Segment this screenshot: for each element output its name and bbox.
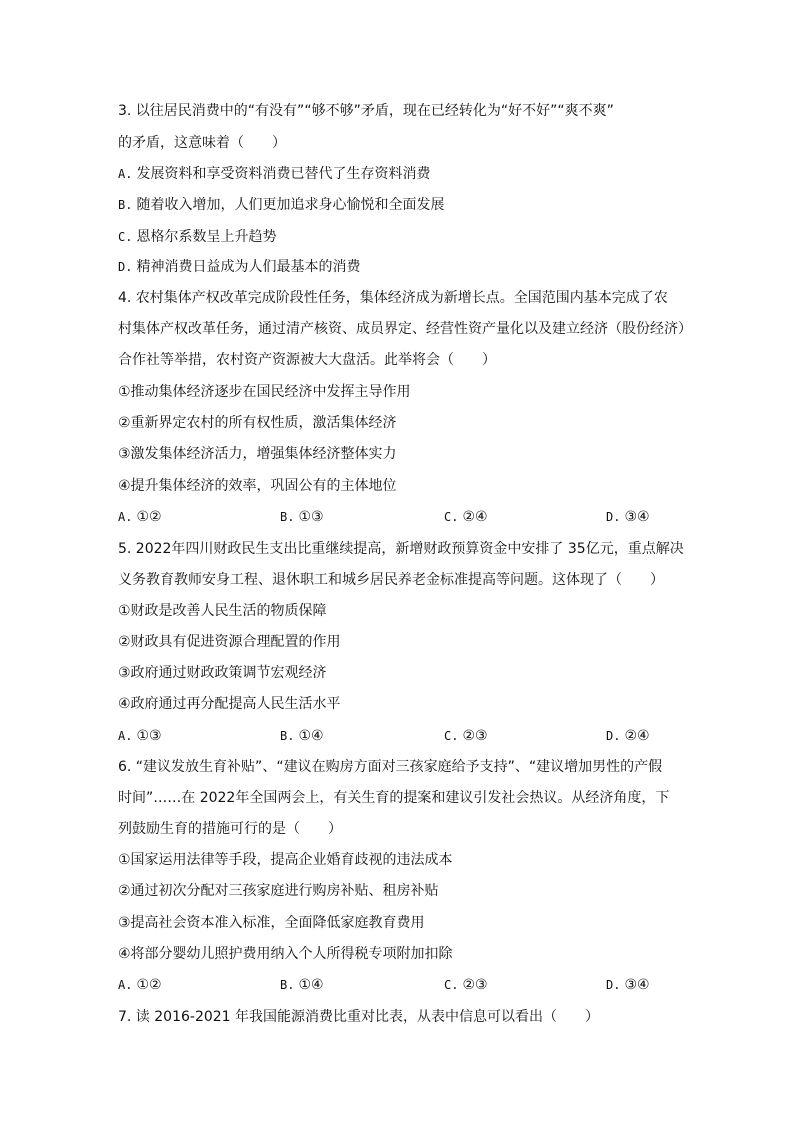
q3-option-c <box>118 227 678 247</box>
q4-stem-line-3: 合作社等举措，农村资产资源被大大盘活。此举将会（ ） <box>118 352 496 368</box>
choice-letter: B. <box>280 978 295 992</box>
option-letter: D. <box>118 260 133 274</box>
option-letter: C. <box>118 230 133 244</box>
q4-stem-line-2: 村集体产权改革任务，通过清产核资、成员界定、经营性资产量化以及建立经济（股份经济） <box>118 321 692 337</box>
q5-statement-4: ④政府通过再分配提高人民生活水平 <box>118 696 341 712</box>
choice-letter: D. <box>606 729 621 743</box>
choice-text: ①② <box>136 977 162 993</box>
q6-stem-line-3: 列鼓励生育的措施可行的是（ ） <box>118 821 342 837</box>
q6-statement-1: ①国家运用法律等手段，提高企业婚育歧视的违法成本 <box>118 852 453 868</box>
q7-stem-line-1: 7. 读 2016-2021 年我国能源消费比重对比表，从表中信息可以看出（ ） <box>118 1009 600 1025</box>
choice-letter: A. <box>118 978 133 992</box>
q5-choices <box>118 726 678 746</box>
q5-choice-c <box>444 726 488 746</box>
q4-choice-d <box>606 507 650 527</box>
q4-statement-4: ④提升集体经济的效率，巩固公有的主体地位 <box>118 478 397 494</box>
q5-statement-2: ②财政具有促进资源合理配置的作用 <box>118 634 341 650</box>
q5-stem-line-1: 5. 2022年四川财政民生支出比重继续提高，新增财政预算资金中安排了 35亿元，重点解决 <box>118 541 684 557</box>
q3-option-b <box>118 195 678 215</box>
q5-choice-d <box>606 726 650 746</box>
choice-letter: D. <box>606 510 621 524</box>
q4-choice-b <box>280 507 324 527</box>
q6-choices <box>118 975 678 995</box>
q3-stem-line-2: 的矛盾，这意味着（ ） <box>118 135 286 151</box>
choice-letter: D. <box>606 978 621 992</box>
option-letter: B. <box>118 198 133 212</box>
q6-stem-line-2: 时间”……在 2022年全国两会上，有关生育的提案和建议引发社会热议。从经济角度，下 <box>118 790 670 806</box>
choice-letter: A. <box>118 729 133 743</box>
choice-text: ②③ <box>462 728 488 744</box>
choice-text: ①③ <box>136 728 162 744</box>
option-text: 发展资料和享受资料消费已替代了生存资料消费 <box>136 166 431 182</box>
option-text: 随着收入增加，人们更加追求身心愉悦和全面发展 <box>136 197 445 213</box>
q4-statement-1: ①推动集体经济逐步在国民经济中发挥主导作用 <box>118 384 411 400</box>
choice-text: ①③ <box>298 509 324 525</box>
choice-letter: B. <box>280 729 295 743</box>
q4-choices <box>118 507 678 527</box>
q6-choice-a <box>118 975 162 995</box>
q6-choice-b <box>280 975 324 995</box>
q6-stem-line-1: 6. “建议发放生育补贴”、“建议在购房方面对三孩家庭给予支持”、“建议增加男性的产假 <box>118 759 663 775</box>
q6-statement-2: ②通过初次分配对三孩家庭进行购房补贴、租房补贴 <box>118 883 439 899</box>
choice-text: ①④ <box>298 977 324 993</box>
q6-statement-3: ③提高社会资本准入标准，全面降低家庭教育费用 <box>118 915 425 931</box>
choice-text: ②④ <box>462 509 488 525</box>
choice-letter: C. <box>444 978 459 992</box>
q4-statement-3: ③激发集体经济活力，增强集体经济整体实力 <box>118 446 397 462</box>
choice-text: ②③ <box>462 977 488 993</box>
q3-option-d <box>118 257 678 277</box>
q5-stem-line-2: 义务教育教师安身工程、退休职工和城乡居民养老金标准提高等问题。这体现了（ ） <box>118 572 664 588</box>
q5-choice-a <box>118 726 162 746</box>
q6-statement-4: ④将部分婴幼儿照护费用纳入个人所得税专项附加扣除 <box>118 946 453 962</box>
q4-choice-a <box>118 507 162 527</box>
choice-letter: C. <box>444 510 459 524</box>
choice-letter: C. <box>444 729 459 743</box>
option-text: 恩格尔系数呈上升趋势 <box>136 229 277 245</box>
choice-text: ③④ <box>624 509 650 525</box>
q3-option-a <box>118 164 678 184</box>
q4-statement-2: ②重新界定农村的所有权性质，激活集体经济 <box>118 415 397 431</box>
q5-statement-1: ①财政是改善人民生活的物质保障 <box>118 603 327 619</box>
choice-text: ①② <box>136 509 162 525</box>
choice-text: ③④ <box>624 977 650 993</box>
q6-choice-d <box>606 975 650 995</box>
choice-letter: A. <box>118 510 133 524</box>
choice-text: ②④ <box>624 728 650 744</box>
q4-stem-line-1: 4. 农村集体产权改革完成阶段性任务，集体经济成为新增长点。全国范围内基本完成了农 <box>118 290 668 306</box>
choice-text: ①④ <box>298 728 324 744</box>
q5-choice-b <box>280 726 324 746</box>
option-letter: A. <box>118 167 133 181</box>
q4-choice-c <box>444 507 488 527</box>
choice-letter: B. <box>280 510 295 524</box>
q3-stem-line-1: 3. 以往居民消费中的“有没有”“够不够”矛盾，现在已经转化为“好不好”“爽不爽” <box>118 103 614 119</box>
q5-statement-3: ③政府通过财政政策调节宏观经济 <box>118 665 327 681</box>
q6-choice-c <box>444 975 488 995</box>
option-text: 精神消费日益成为人们最基本的消费 <box>136 259 361 275</box>
